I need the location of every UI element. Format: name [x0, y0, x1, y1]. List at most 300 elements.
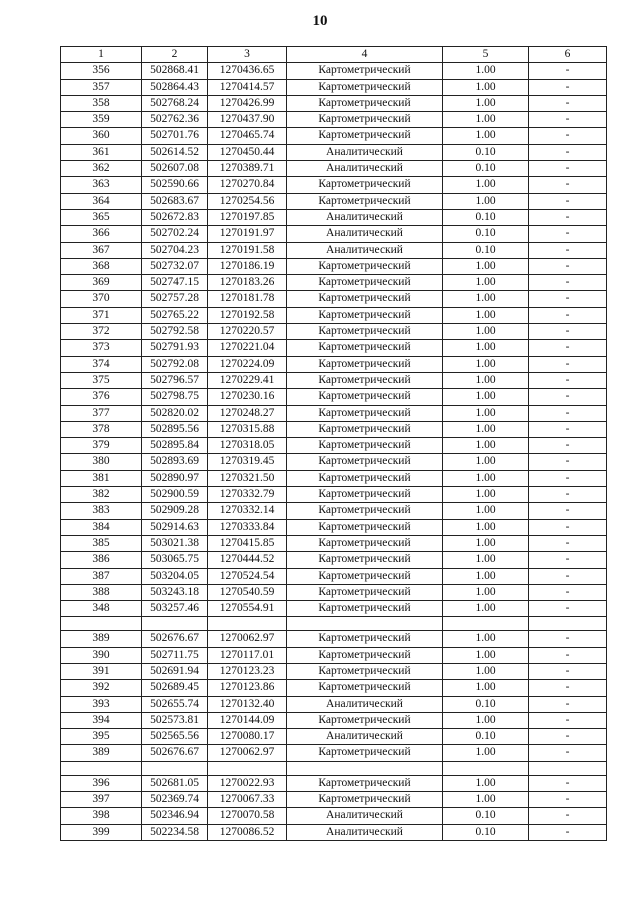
point-number-cell: 373 — [61, 340, 142, 356]
note-cell: - — [529, 63, 607, 79]
accuracy-cell: 0.10 — [443, 144, 529, 160]
y-coordinate-cell: 1270321.50 — [208, 470, 287, 486]
table-row — [61, 601, 607, 617]
method-cell: Картометрический — [287, 519, 443, 535]
note-cell: - — [529, 79, 607, 95]
note-cell: - — [529, 712, 607, 728]
point-number-cell: 379 — [61, 438, 142, 454]
note-cell: - — [529, 340, 607, 356]
method-cell: Картометрический — [287, 680, 443, 696]
point-number-cell: 360 — [61, 128, 142, 144]
x-coordinate-cell: 502757.28 — [142, 291, 208, 307]
method-cell: Картометрический — [287, 128, 443, 144]
note-cell: - — [529, 503, 607, 519]
note-cell: - — [529, 356, 607, 372]
note-cell: - — [529, 242, 607, 258]
table-row — [61, 552, 607, 568]
accuracy-cell: 1.00 — [443, 438, 529, 454]
header-col-1: 1 — [61, 47, 142, 63]
y-coordinate-cell: 1270270.84 — [208, 177, 287, 193]
x-coordinate-cell: 502683.67 — [142, 193, 208, 209]
y-coordinate-cell: 1270132.40 — [208, 696, 287, 712]
method-cell: Аналитический — [287, 226, 443, 242]
accuracy-cell: 1.00 — [443, 470, 529, 486]
method-cell: Картометрический — [287, 552, 443, 568]
table-row — [61, 372, 607, 388]
accuracy-cell: 1.00 — [443, 552, 529, 568]
accuracy-cell: 0.10 — [443, 161, 529, 177]
point-number-cell: 395 — [61, 729, 142, 745]
note-cell: - — [529, 454, 607, 470]
accuracy-cell: 0.10 — [443, 808, 529, 824]
note-cell: - — [529, 209, 607, 225]
table-row — [61, 209, 607, 225]
note-cell: - — [529, 663, 607, 679]
y-coordinate-cell: 1270414.57 — [208, 79, 287, 95]
note-cell: - — [529, 193, 607, 209]
x-coordinate-cell: 502868.41 — [142, 63, 208, 79]
note-cell: - — [529, 112, 607, 128]
point-number-cell: 397 — [61, 792, 142, 808]
table-row — [61, 454, 607, 470]
y-coordinate-cell: 1270186.19 — [208, 258, 287, 274]
separator-row — [61, 617, 607, 631]
note-cell: - — [529, 324, 607, 340]
note-cell: - — [529, 487, 607, 503]
accuracy-cell: 1.00 — [443, 421, 529, 437]
accuracy-cell: 1.00 — [443, 112, 529, 128]
table-header — [61, 47, 607, 63]
accuracy-cell: 1.00 — [443, 519, 529, 535]
empty-cell — [287, 761, 443, 775]
note-cell: - — [529, 568, 607, 584]
point-number-cell: 385 — [61, 535, 142, 551]
accuracy-cell: 1.00 — [443, 745, 529, 761]
x-coordinate-cell: 502820.02 — [142, 405, 208, 421]
method-cell: Аналитический — [287, 242, 443, 258]
table-row — [61, 193, 607, 209]
x-coordinate-cell: 503243.18 — [142, 584, 208, 600]
method-cell: Картометрический — [287, 503, 443, 519]
point-number-cell: 383 — [61, 503, 142, 519]
x-coordinate-cell: 502792.08 — [142, 356, 208, 372]
y-coordinate-cell: 1270450.44 — [208, 144, 287, 160]
method-cell: Картометрический — [287, 745, 443, 761]
method-cell: Картометрический — [287, 307, 443, 323]
point-number-cell: 376 — [61, 389, 142, 405]
accuracy-cell: 1.00 — [443, 307, 529, 323]
point-number-cell: 396 — [61, 775, 142, 791]
accuracy-cell: 0.10 — [443, 209, 529, 225]
x-coordinate-cell: 502607.08 — [142, 161, 208, 177]
table-row — [61, 647, 607, 663]
accuracy-cell: 1.00 — [443, 405, 529, 421]
note-cell: - — [529, 824, 607, 840]
empty-cell — [61, 617, 142, 631]
method-cell: Картометрический — [287, 193, 443, 209]
y-coordinate-cell: 1270062.97 — [208, 745, 287, 761]
header-col-6: 6 — [529, 47, 607, 63]
x-coordinate-cell: 502676.67 — [142, 631, 208, 647]
table-row — [61, 421, 607, 437]
accuracy-cell: 1.00 — [443, 372, 529, 388]
y-coordinate-cell: 1270191.97 — [208, 226, 287, 242]
y-coordinate-cell: 1270465.74 — [208, 128, 287, 144]
x-coordinate-cell: 502792.58 — [142, 324, 208, 340]
y-coordinate-cell: 1270197.85 — [208, 209, 287, 225]
x-coordinate-cell: 502796.57 — [142, 372, 208, 388]
method-cell: Картометрический — [287, 421, 443, 437]
point-number-cell: 392 — [61, 680, 142, 696]
x-coordinate-cell: 502895.84 — [142, 438, 208, 454]
point-number-cell: 389 — [61, 631, 142, 647]
table-row — [61, 808, 607, 824]
table-row — [61, 324, 607, 340]
accuracy-cell: 1.00 — [443, 291, 529, 307]
method-cell: Аналитический — [287, 808, 443, 824]
y-coordinate-cell: 1270254.56 — [208, 193, 287, 209]
x-coordinate-cell: 503204.05 — [142, 568, 208, 584]
method-cell: Картометрический — [287, 438, 443, 454]
note-cell: - — [529, 226, 607, 242]
y-coordinate-cell: 1270524.54 — [208, 568, 287, 584]
table-row — [61, 389, 607, 405]
method-cell: Картометрический — [287, 454, 443, 470]
x-coordinate-cell: 502573.81 — [142, 712, 208, 728]
x-coordinate-cell: 502704.23 — [142, 242, 208, 258]
y-coordinate-cell: 1270229.41 — [208, 372, 287, 388]
method-cell: Картометрический — [287, 389, 443, 405]
note-cell: - — [529, 144, 607, 160]
point-number-cell: 362 — [61, 161, 142, 177]
point-number-cell: 394 — [61, 712, 142, 728]
accuracy-cell: 1.00 — [443, 356, 529, 372]
method-cell: Аналитический — [287, 696, 443, 712]
accuracy-cell: 1.00 — [443, 95, 529, 111]
accuracy-cell: 1.00 — [443, 128, 529, 144]
x-coordinate-cell: 502681.05 — [142, 775, 208, 791]
x-coordinate-cell: 502900.59 — [142, 487, 208, 503]
method-cell: Картометрический — [287, 275, 443, 291]
x-coordinate-cell: 502791.93 — [142, 340, 208, 356]
accuracy-cell: 1.00 — [443, 79, 529, 95]
note-cell: - — [529, 519, 607, 535]
point-number-cell: 356 — [61, 63, 142, 79]
accuracy-cell: 1.00 — [443, 792, 529, 808]
table-row — [61, 144, 607, 160]
x-coordinate-cell: 502672.83 — [142, 209, 208, 225]
table-row — [61, 79, 607, 95]
accuracy-cell: 1.00 — [443, 487, 529, 503]
accuracy-cell: 1.00 — [443, 631, 529, 647]
method-cell: Картометрический — [287, 647, 443, 663]
table-row — [61, 712, 607, 728]
point-number-cell: 364 — [61, 193, 142, 209]
x-coordinate-cell: 502768.24 — [142, 95, 208, 111]
y-coordinate-cell: 1270436.65 — [208, 63, 287, 79]
accuracy-cell: 1.00 — [443, 535, 529, 551]
y-coordinate-cell: 1270117.01 — [208, 647, 287, 663]
table-row — [61, 470, 607, 486]
point-number-cell: 387 — [61, 568, 142, 584]
accuracy-cell: 1.00 — [443, 647, 529, 663]
note-cell: - — [529, 291, 607, 307]
header-row — [61, 47, 607, 63]
method-cell: Картометрический — [287, 63, 443, 79]
header-col-3: 3 — [208, 47, 287, 63]
note-cell: - — [529, 438, 607, 454]
point-number-cell: 388 — [61, 584, 142, 600]
x-coordinate-cell: 502691.94 — [142, 663, 208, 679]
method-cell: Картометрический — [287, 584, 443, 600]
point-number-cell: 372 — [61, 324, 142, 340]
method-cell: Картометрический — [287, 663, 443, 679]
y-coordinate-cell: 1270144.09 — [208, 712, 287, 728]
note-cell: - — [529, 680, 607, 696]
table-row — [61, 258, 607, 274]
y-coordinate-cell: 1270224.09 — [208, 356, 287, 372]
table-row — [61, 535, 607, 551]
method-cell: Картометрический — [287, 112, 443, 128]
method-cell: Картометрический — [287, 601, 443, 617]
method-cell: Аналитический — [287, 729, 443, 745]
x-coordinate-cell: 502762.36 — [142, 112, 208, 128]
point-number-cell: 363 — [61, 177, 142, 193]
method-cell: Картометрический — [287, 792, 443, 808]
note-cell: - — [529, 128, 607, 144]
y-coordinate-cell: 1270183.26 — [208, 275, 287, 291]
point-number-cell: 358 — [61, 95, 142, 111]
point-number-cell: 348 — [61, 601, 142, 617]
x-coordinate-cell: 503021.38 — [142, 535, 208, 551]
point-number-cell: 378 — [61, 421, 142, 437]
point-number-cell: 398 — [61, 808, 142, 824]
y-coordinate-cell: 1270332.79 — [208, 487, 287, 503]
point-number-cell: 359 — [61, 112, 142, 128]
note-cell: - — [529, 775, 607, 791]
accuracy-cell: 1.00 — [443, 193, 529, 209]
point-number-cell: 389 — [61, 745, 142, 761]
x-coordinate-cell: 502614.52 — [142, 144, 208, 160]
separator-row — [61, 761, 607, 775]
table-row — [61, 792, 607, 808]
point-number-cell: 374 — [61, 356, 142, 372]
point-number-cell: 361 — [61, 144, 142, 160]
note-cell: - — [529, 631, 607, 647]
note-cell: - — [529, 601, 607, 617]
table-row — [61, 438, 607, 454]
accuracy-cell: 0.10 — [443, 824, 529, 840]
table-row — [61, 519, 607, 535]
table-row — [61, 356, 607, 372]
point-number-cell: 382 — [61, 487, 142, 503]
table-row — [61, 161, 607, 177]
x-coordinate-cell: 502701.76 — [142, 128, 208, 144]
accuracy-cell: 1.00 — [443, 63, 529, 79]
method-cell: Картометрический — [287, 470, 443, 486]
y-coordinate-cell: 1270415.85 — [208, 535, 287, 551]
method-cell: Аналитический — [287, 824, 443, 840]
x-coordinate-cell: 502864.43 — [142, 79, 208, 95]
method-cell: Картометрический — [287, 356, 443, 372]
x-coordinate-cell: 502369.74 — [142, 792, 208, 808]
method-cell: Картометрический — [287, 487, 443, 503]
y-coordinate-cell: 1270181.78 — [208, 291, 287, 307]
accuracy-cell: 1.00 — [443, 775, 529, 791]
empty-cell — [61, 761, 142, 775]
x-coordinate-cell: 502711.75 — [142, 647, 208, 663]
y-coordinate-cell: 1270080.17 — [208, 729, 287, 745]
note-cell: - — [529, 421, 607, 437]
y-coordinate-cell: 1270389.71 — [208, 161, 287, 177]
y-coordinate-cell: 1270192.58 — [208, 307, 287, 323]
x-coordinate-cell: 502765.22 — [142, 307, 208, 323]
y-coordinate-cell: 1270070.58 — [208, 808, 287, 824]
note-cell: - — [529, 258, 607, 274]
y-coordinate-cell: 1270022.93 — [208, 775, 287, 791]
method-cell: Картометрический — [287, 775, 443, 791]
note-cell: - — [529, 535, 607, 551]
point-number-cell: 381 — [61, 470, 142, 486]
table-row — [61, 242, 607, 258]
point-number-cell: 371 — [61, 307, 142, 323]
x-coordinate-cell: 502798.75 — [142, 389, 208, 405]
table-body — [61, 63, 607, 841]
accuracy-cell: 1.00 — [443, 680, 529, 696]
table-row — [61, 696, 607, 712]
y-coordinate-cell: 1270332.14 — [208, 503, 287, 519]
table-row — [61, 584, 607, 600]
accuracy-cell: 1.00 — [443, 324, 529, 340]
table-row — [61, 503, 607, 519]
point-number-cell: 370 — [61, 291, 142, 307]
x-coordinate-cell: 502890.97 — [142, 470, 208, 486]
y-coordinate-cell: 1270123.86 — [208, 680, 287, 696]
table-row — [61, 226, 607, 242]
point-number-cell: 380 — [61, 454, 142, 470]
x-coordinate-cell: 502689.45 — [142, 680, 208, 696]
y-coordinate-cell: 1270062.97 — [208, 631, 287, 647]
empty-cell — [529, 761, 607, 775]
method-cell: Картометрический — [287, 568, 443, 584]
accuracy-cell: 1.00 — [443, 340, 529, 356]
accuracy-cell: 1.00 — [443, 258, 529, 274]
x-coordinate-cell: 503257.46 — [142, 601, 208, 617]
header-col-4: 4 — [287, 47, 443, 63]
point-number-cell: 391 — [61, 663, 142, 679]
note-cell: - — [529, 792, 607, 808]
table-row — [61, 340, 607, 356]
note-cell: - — [529, 372, 607, 388]
method-cell: Картометрический — [287, 631, 443, 647]
table-row — [61, 729, 607, 745]
method-cell: Картометрический — [287, 79, 443, 95]
point-number-cell: 390 — [61, 647, 142, 663]
empty-cell — [208, 617, 287, 631]
empty-cell — [443, 617, 529, 631]
table-row — [61, 745, 607, 761]
x-coordinate-cell: 502893.69 — [142, 454, 208, 470]
point-number-cell: 399 — [61, 824, 142, 840]
table-row — [61, 631, 607, 647]
x-coordinate-cell: 502655.74 — [142, 696, 208, 712]
note-cell: - — [529, 696, 607, 712]
accuracy-cell: 0.10 — [443, 696, 529, 712]
y-coordinate-cell: 1270444.52 — [208, 552, 287, 568]
method-cell: Картометрический — [287, 324, 443, 340]
method-cell: Аналитический — [287, 209, 443, 225]
note-cell: - — [529, 470, 607, 486]
note-cell: - — [529, 552, 607, 568]
point-number-cell: 369 — [61, 275, 142, 291]
note-cell: - — [529, 647, 607, 663]
y-coordinate-cell: 1270086.52 — [208, 824, 287, 840]
note-cell: - — [529, 405, 607, 421]
table-row — [61, 307, 607, 323]
y-coordinate-cell: 1270123.23 — [208, 663, 287, 679]
note-cell: - — [529, 729, 607, 745]
table-row — [61, 275, 607, 291]
note-cell: - — [529, 808, 607, 824]
x-coordinate-cell: 502346.94 — [142, 808, 208, 824]
point-number-cell: 375 — [61, 372, 142, 388]
empty-cell — [287, 617, 443, 631]
point-number-cell: 386 — [61, 552, 142, 568]
empty-cell — [529, 617, 607, 631]
accuracy-cell: 1.00 — [443, 454, 529, 470]
y-coordinate-cell: 1270067.33 — [208, 792, 287, 808]
x-coordinate-cell: 502702.24 — [142, 226, 208, 242]
method-cell: Картометрический — [287, 405, 443, 421]
method-cell: Аналитический — [287, 144, 443, 160]
method-cell: Картометрический — [287, 95, 443, 111]
accuracy-cell: 1.00 — [443, 584, 529, 600]
note-cell: - — [529, 307, 607, 323]
table-row — [61, 487, 607, 503]
table-row — [61, 95, 607, 111]
note-cell: - — [529, 275, 607, 291]
note-cell: - — [529, 177, 607, 193]
point-number-cell: 357 — [61, 79, 142, 95]
method-cell: Картометрический — [287, 372, 443, 388]
header-col-5: 5 — [443, 47, 529, 63]
table-row — [61, 291, 607, 307]
accuracy-cell: 1.00 — [443, 275, 529, 291]
accuracy-cell: 0.10 — [443, 242, 529, 258]
y-coordinate-cell: 1270437.90 — [208, 112, 287, 128]
x-coordinate-cell: 502895.56 — [142, 421, 208, 437]
method-cell: Картометрический — [287, 177, 443, 193]
empty-cell — [208, 761, 287, 775]
y-coordinate-cell: 1270315.88 — [208, 421, 287, 437]
note-cell: - — [529, 161, 607, 177]
y-coordinate-cell: 1270191.58 — [208, 242, 287, 258]
method-cell: Картометрический — [287, 340, 443, 356]
table-row — [61, 775, 607, 791]
method-cell: Картометрический — [287, 712, 443, 728]
table-row — [61, 63, 607, 79]
y-coordinate-cell: 1270540.59 — [208, 584, 287, 600]
x-coordinate-cell: 502909.28 — [142, 503, 208, 519]
y-coordinate-cell: 1270221.04 — [208, 340, 287, 356]
x-coordinate-cell: 502732.07 — [142, 258, 208, 274]
table-row — [61, 128, 607, 144]
coordinates-table — [60, 46, 607, 841]
x-coordinate-cell: 502565.56 — [142, 729, 208, 745]
x-coordinate-cell: 502914.63 — [142, 519, 208, 535]
table-row — [61, 824, 607, 840]
y-coordinate-cell: 1270230.16 — [208, 389, 287, 405]
